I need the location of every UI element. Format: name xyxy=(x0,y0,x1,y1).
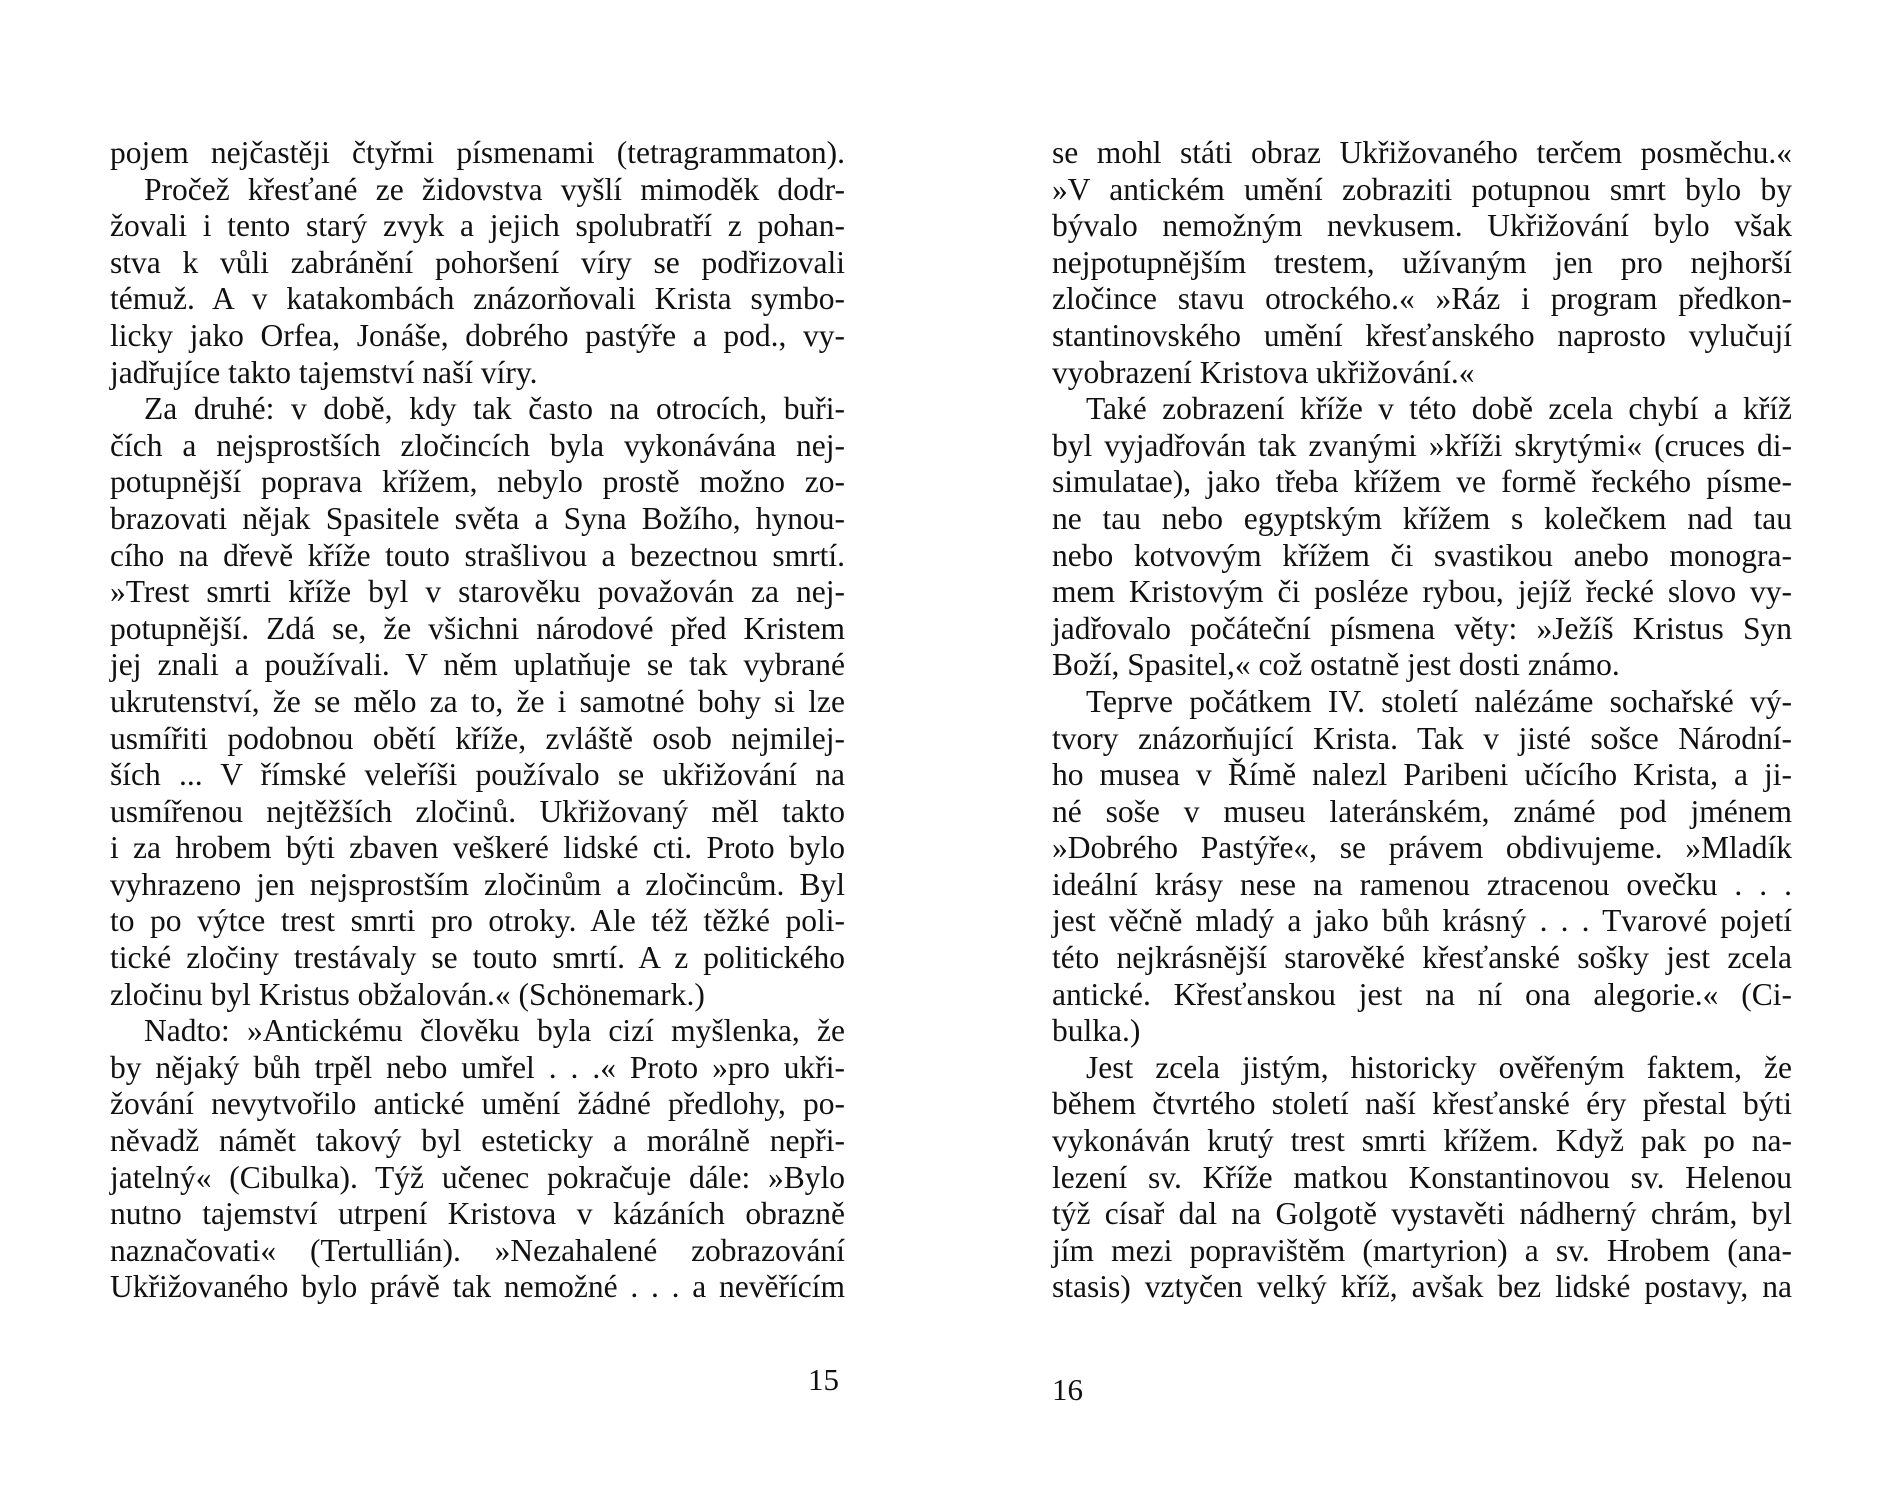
text-line: jatelný« (Cibulka). Týž učenec pokračuje dále: »Bylo xyxy=(110,1159,845,1195)
text-line: týž císař dal na Golgotě vystavěti nádherný chrám, byl xyxy=(1052,1196,1792,1232)
text-line: »V antickém umění zobraziti potupnou smrt bylo by xyxy=(1052,171,1792,207)
text-line: zločince stavu otrockého.« »Ráz i program předkon- xyxy=(1052,281,1792,317)
text-line: žovali i tento starý zvyk a jejich spolubratří z pohan- xyxy=(110,208,845,244)
text-line: Také zobrazení kříže v této době zcela chybí a kříž xyxy=(1086,391,1792,427)
text-line: bulka.) xyxy=(1052,1013,1141,1049)
text-line: jadřujíce takto tajemství naší víry. xyxy=(110,354,538,390)
text-line: stasis) vztyčen velký kříž, avšak bez lidské postavy, na xyxy=(1052,1269,1792,1305)
text-line: vyhrazeno jen nejsprostším zločinům a zločincům. Byl xyxy=(110,866,845,902)
text-line: ideální krásy nese na ramenou ztracenou ovečku . . . xyxy=(1052,866,1792,902)
text-line: tvory znázorňující Krista. Tak v jisté sošce Národní- xyxy=(1052,720,1792,756)
text-line: »Trest smrti kříže byl v starověku považován za nej- xyxy=(110,574,845,610)
text-line: čích a nejsprostších zločincích byla vykonávána nej- xyxy=(110,427,845,463)
text-line: usmířiti podobnou obětí kříže, zvláště osob nejmilej- xyxy=(110,720,845,756)
text-line: to po výtce trest smrti pro otroky. Ale též těžké poli- xyxy=(110,903,845,939)
text-line: antické. Křesťanskou jest na ní ona alegorie.« (Ci- xyxy=(1052,976,1792,1012)
text-line: témuž. A v katakombách znázorňovali Krista symbo- xyxy=(110,281,845,317)
text-line: nutno tajemství utrpení Kristova v kázáních obrazně xyxy=(110,1196,845,1232)
text-line: simulatae), jako třeba křížem ve formě řeckého písme- xyxy=(1052,464,1792,500)
text-line: bývalo nemožným nevkusem. Ukřižování bylo však xyxy=(1052,208,1792,244)
left-page-text xyxy=(110,135,845,1306)
text-line: žování nevytvořilo antické umění žádné předlohy, po- xyxy=(110,1086,845,1122)
right-page-number: 16 xyxy=(1052,1372,1083,1407)
text-line: i za hrobem býti zbaven veškeré lidské cti. Proto bylo xyxy=(110,830,845,866)
text-line: lezení sv. Kříže matkou Konstantinovou sv. Helenou xyxy=(1052,1159,1792,1195)
text-line: jadřovalo počáteční písmena věty: »Ježíš Kristus Syn xyxy=(1052,610,1792,646)
text-line: né soše v museu lateránském, známé pod jménem xyxy=(1052,793,1792,829)
text-line: ne tau nebo egyptským křížem s kolečkem nad tau xyxy=(1052,500,1792,536)
text-line: potupnější. Zdá se, že všichni národové před Kristem xyxy=(110,610,845,646)
text-line: by nějaký bůh trpěl nebo umřel . . .« Proto »pro ukři- xyxy=(110,1049,845,1085)
text-line: pojem nejčastěji čtyřmi písmenami (tetragrammaton). xyxy=(110,135,845,170)
text-line: usmířenou nejtěžších zločinů. Ukřižovaný měl takto xyxy=(110,793,845,829)
text-line: vyobrazení Kristova ukřižování.« xyxy=(1052,354,1475,390)
text-line: cího na dřevě kříže touto strašlivou a bezectnou smrtí. xyxy=(110,537,845,573)
text-line: stantinovského umění křesťanského naprosto vylučují xyxy=(1052,317,1792,353)
text-line: brazovati nějak Spasitele světa a Syna Božího, hynou- xyxy=(110,500,845,536)
text-line: Ukřižovaného bylo právě tak nemožné . . . a nevěřícím xyxy=(110,1269,845,1305)
text-line: byl vyjadřován tak zvanými »kříži skrytými« (cruces di- xyxy=(1052,427,1792,463)
text-line: stva k vůli zabránění pohoršení víry se podřizovali xyxy=(110,244,845,280)
text-line: licky jako Orfea, Jonáše, dobrého pastýře a pod., vy- xyxy=(110,317,845,353)
text-line: jím mezi popravištěm (martyrion) a sv. Hrobem (ana- xyxy=(1052,1232,1792,1268)
text-line: Pročež křesťané ze židovstva vyšlí mimoděk dodr- xyxy=(144,171,845,207)
right-page-text xyxy=(1052,135,1792,1306)
text-line: tické zločiny trestávaly se touto smrtí. A z politického xyxy=(110,940,845,976)
text-line: se mohl státi obraz Ukřižovaného terčem posměchu.« xyxy=(1052,135,1792,170)
text-line: zločinu byl Kristus obžalován.« (Schönemark.) xyxy=(110,976,705,1012)
text-line: Teprve počátkem IV. století nalézáme sochařské vý- xyxy=(1086,683,1792,719)
text-line: »Dobrého Pastýře«, se právem obdivujeme. »Mladík xyxy=(1052,830,1792,866)
text-line: jest věčně mladý a jako bůh krásný . . . Tvarové pojetí xyxy=(1052,903,1792,939)
text-line: této nejkrásnější starověké křesťanské sošky jest zcela xyxy=(1052,940,1792,976)
text-line: naznačovati« (Tertullián). »Nezahalené zobrazování xyxy=(110,1232,845,1268)
text-line: jej znali a používali. V něm uplatňuje se tak vybrané xyxy=(110,647,845,683)
text-line: nebo kotvovým křížem či svastikou anebo monogra- xyxy=(1052,537,1792,573)
text-line: ukrutenství, že se mělo za to, že i samotné bohy si lze xyxy=(110,683,845,719)
left-page-number: 15 xyxy=(808,1362,839,1397)
text-line: Jest zcela jistým, historicky ověřeným faktem, že xyxy=(1086,1049,1792,1085)
text-line: Za druhé: v době, kdy tak často na otrocích, buři- xyxy=(144,391,845,427)
text-line: ho musea v Římě nalezl Paribeni učícího Krista, a ji- xyxy=(1052,757,1792,793)
text-line: Boží, Spasitel,« což ostatně jest dosti známo. xyxy=(1052,647,1620,683)
text-line: nejpotupnějším trestem, užívaným jen pro nejhorší xyxy=(1052,244,1792,280)
text-line: potupnější poprava křížem, nebylo prostě možno zo- xyxy=(110,464,845,500)
text-line: mem Kristovým či posléze rybou, jejíž řecké slovo vy- xyxy=(1052,574,1792,610)
text-line: Nadto: »Antickému člověku byla cizí myšlenka, že xyxy=(144,1013,845,1049)
text-line: během čtvrtého století naší křesťanské éry přestal býti xyxy=(1052,1086,1792,1122)
text-line: ších ... V římské veleříši používalo se ukřižování na xyxy=(110,757,845,793)
text-line: něvadž námět takový byl esteticky a morálně nepři- xyxy=(110,1123,845,1159)
text-line: vykonáván krutý trest smrti křížem. Když pak po na- xyxy=(1052,1123,1792,1159)
